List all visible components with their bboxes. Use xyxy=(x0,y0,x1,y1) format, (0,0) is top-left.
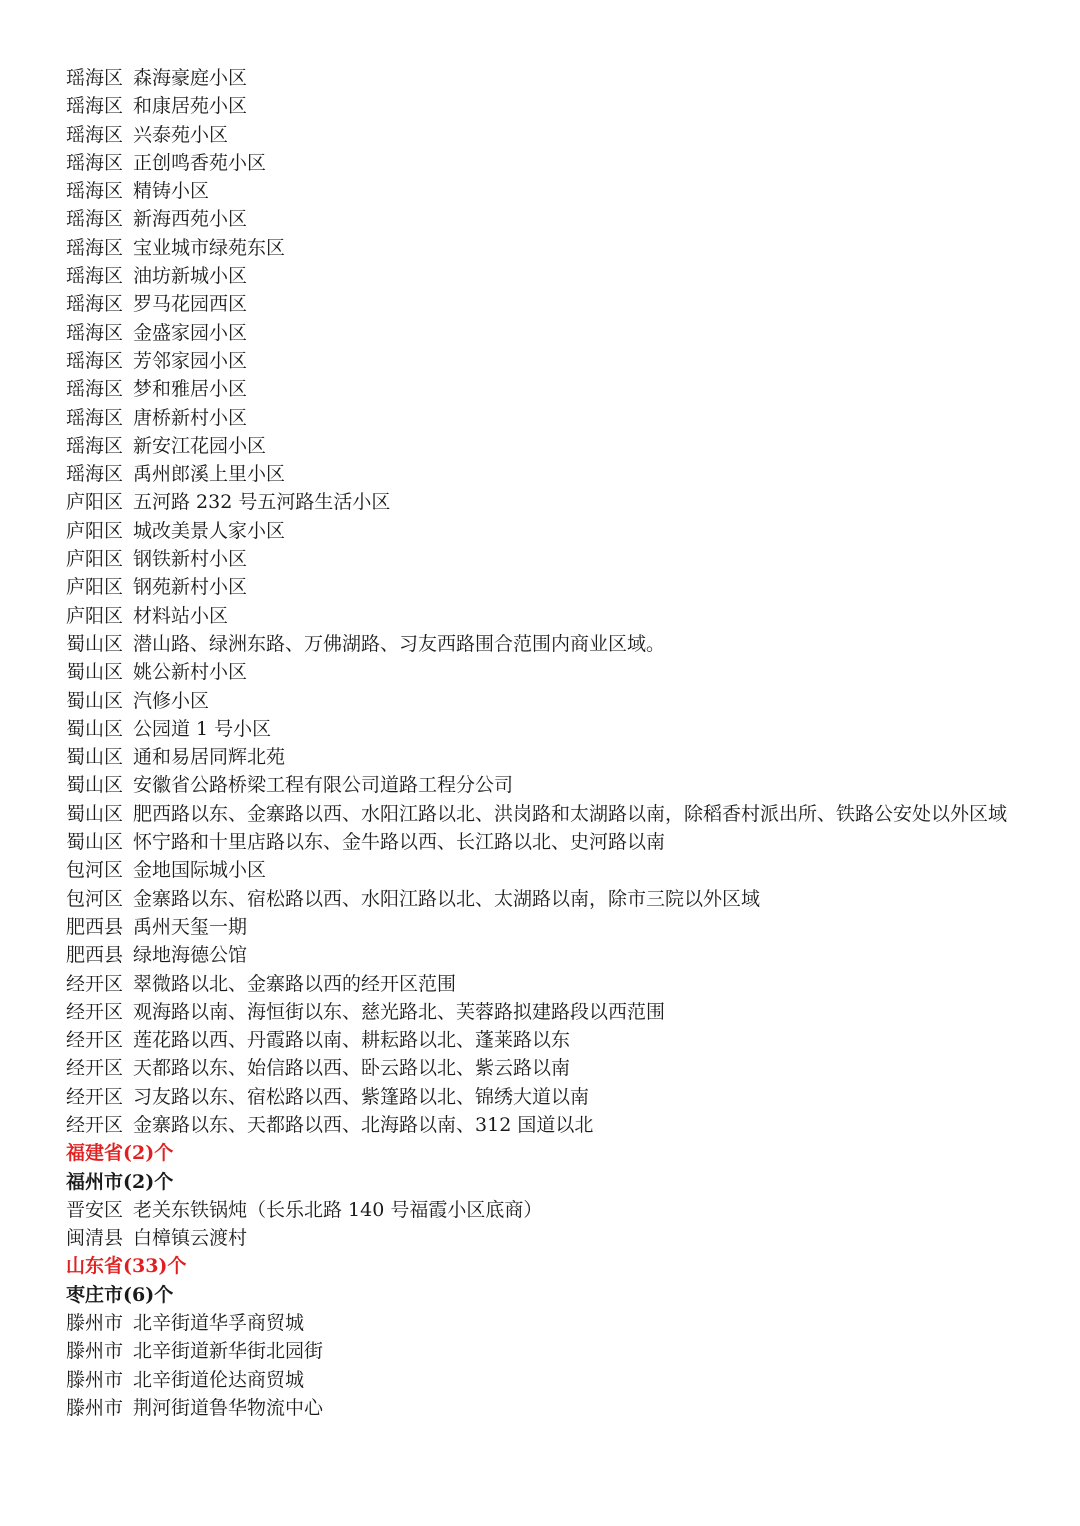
district-name: 肥西县 xyxy=(66,944,124,967)
place-name: 材料站小区 xyxy=(133,604,229,627)
list-item xyxy=(66,64,1026,92)
district-name: 瑶海区 xyxy=(66,236,124,259)
list-item xyxy=(66,1309,1026,1337)
district-name: 瑶海区 xyxy=(66,293,124,316)
list-item xyxy=(66,432,1026,460)
place-name: 森海豪庭小区 xyxy=(133,67,248,89)
district-name: 庐阳区 xyxy=(66,604,124,627)
district-name: 经开区 xyxy=(66,1113,124,1136)
district-name: 滕州市 xyxy=(66,1368,124,1391)
place-name: 兴泰苑小区 xyxy=(133,123,229,146)
district-name: 瑶海区 xyxy=(66,151,124,174)
list-item xyxy=(66,290,1026,318)
place-name: 油坊新城小区 xyxy=(133,265,248,288)
place-name: 金盛家园小区 xyxy=(133,321,248,344)
city-heading: 福州市(2)个 xyxy=(66,1170,174,1193)
district-name: 庐阳区 xyxy=(66,491,124,514)
list-item xyxy=(66,488,1026,516)
place-name: 北辛街道华孚商贸城 xyxy=(133,1312,305,1335)
district-name: 蜀山区 xyxy=(66,774,124,797)
place-name: 白樟镇云渡村 xyxy=(133,1227,248,1250)
list-item xyxy=(66,715,1026,743)
district-name: 瑶海区 xyxy=(66,406,124,429)
list-item xyxy=(66,941,1026,969)
district-name: 蜀山区 xyxy=(66,746,124,769)
district-name: 经开区 xyxy=(66,1029,124,1052)
district-name: 瑶海区 xyxy=(66,208,124,231)
list-item xyxy=(66,1111,1026,1139)
place-name: 莲花路以西、丹霞路以南、耕耘路以北、蓬莱路以东 xyxy=(133,1029,571,1052)
place-name: 公园道 1 号小区 xyxy=(133,717,272,740)
place-name: 金地国际城小区 xyxy=(133,859,267,882)
list-item xyxy=(66,234,1026,262)
place-name: 新海西苑小区 xyxy=(133,208,248,231)
list-item xyxy=(66,800,1026,828)
place-name: 汽修小区 xyxy=(133,689,210,712)
district-name: 蜀山区 xyxy=(66,831,124,854)
place-name: 肥西路以东、金寨路以西、水阳江路以北、洪岗路和太湖路以南，除稻香村派出所、铁路公安处以外区域 xyxy=(133,802,1008,825)
district-name: 瑶海区 xyxy=(66,349,124,372)
district-name: 瑶海区 xyxy=(66,434,124,457)
district-name: 经开区 xyxy=(66,1057,124,1080)
place-name: 精铸小区 xyxy=(133,180,210,203)
list-item xyxy=(66,630,1026,658)
place-name: 安徽省公路桥梁工程有限公司道路工程分公司 xyxy=(133,774,514,797)
list-item xyxy=(66,517,1026,545)
district-name: 瑶海区 xyxy=(66,378,124,401)
place-name: 新安江花园小区 xyxy=(133,434,267,457)
district-name: 蜀山区 xyxy=(66,661,124,684)
place-name: 通和易居同辉北苑 xyxy=(133,746,286,769)
district-name: 蜀山区 xyxy=(66,689,124,712)
list-item xyxy=(66,687,1026,715)
place-name: 钢苑新村小区 xyxy=(133,576,248,599)
list-item xyxy=(66,828,1026,856)
city-heading: 枣庄市(6)个 xyxy=(66,1283,174,1306)
place-name: 观海路以南、海恒街以东、慈光路北、芙蓉路拟建路段以西范围 xyxy=(133,1000,666,1023)
list-item xyxy=(66,262,1026,290)
district-name: 经开区 xyxy=(66,1085,124,1108)
list-item xyxy=(66,602,1026,630)
list-item xyxy=(66,658,1026,686)
district-name: 肥西县 xyxy=(66,915,124,938)
district-name: 包河区 xyxy=(66,859,124,882)
list-item xyxy=(66,1224,1026,1252)
district-name: 蜀山区 xyxy=(66,632,124,655)
place-name: 姚公新村小区 xyxy=(133,661,248,684)
district-name: 闽清县 xyxy=(66,1227,124,1250)
district-name: 庐阳区 xyxy=(66,548,124,571)
list-item xyxy=(66,1083,1026,1111)
place-name: 禹州郎溪上里小区 xyxy=(133,463,286,486)
place-name: 唐桥新村小区 xyxy=(133,406,248,429)
province-heading: 福建省(2)个 xyxy=(66,1142,174,1165)
list-item xyxy=(66,573,1026,601)
district-name: 庐阳区 xyxy=(66,519,124,542)
list-item xyxy=(66,404,1026,432)
list-item xyxy=(66,92,1026,120)
place-name: 罗马花园西区 xyxy=(133,293,248,316)
district-name: 滕州市 xyxy=(66,1396,124,1419)
place-name: 金寨路以东、天都路以西、北海路以南、312 国道以北 xyxy=(133,1113,594,1136)
place-name: 梦和雅居小区 xyxy=(133,378,248,401)
place-name: 五河路 232 号五河路生活小区 xyxy=(133,491,391,514)
list-item xyxy=(66,771,1026,799)
list-item xyxy=(66,998,1026,1026)
list-item xyxy=(66,970,1026,998)
list-item xyxy=(66,885,1026,913)
list-item xyxy=(66,1394,1026,1422)
list-item xyxy=(66,319,1026,347)
list-item xyxy=(66,1026,1026,1054)
document-body xyxy=(66,64,1026,1422)
list-item xyxy=(66,375,1026,403)
district-name: 晋安区 xyxy=(66,1198,124,1221)
district-name: 瑶海区 xyxy=(66,67,124,89)
list-item xyxy=(66,460,1026,488)
district-name: 庐阳区 xyxy=(66,576,124,599)
district-name: 包河区 xyxy=(66,887,124,910)
list-item xyxy=(66,1337,1026,1365)
list-item xyxy=(66,545,1026,573)
district-name: 蜀山区 xyxy=(66,717,124,740)
district-name: 瑶海区 xyxy=(66,180,124,203)
list-item xyxy=(66,149,1026,177)
list-item xyxy=(66,743,1026,771)
list-item xyxy=(66,1196,1026,1224)
district-name: 瑶海区 xyxy=(66,265,124,288)
place-name: 翠微路以北、金寨路以西的经开区范围 xyxy=(133,972,457,995)
district-name: 瑶海区 xyxy=(66,463,124,486)
list-item xyxy=(66,205,1026,233)
place-name: 宝业城市绿苑东区 xyxy=(133,236,286,259)
place-name: 北辛街道新华街北园街 xyxy=(133,1340,324,1363)
district-name: 瑶海区 xyxy=(66,123,124,146)
place-name: 城改美景人家小区 xyxy=(133,519,286,542)
district-name: 滕州市 xyxy=(66,1312,124,1335)
district-name: 瑶海区 xyxy=(66,95,124,118)
place-name: 和康居苑小区 xyxy=(133,95,248,118)
place-name: 禹州天玺一期 xyxy=(133,915,248,938)
province-heading: 山东省(33)个 xyxy=(66,1255,187,1278)
list-item xyxy=(66,177,1026,205)
place-name: 潜山路、绿洲东路、万佛湖路、习友西路围合范围内商业区域。 xyxy=(133,632,666,655)
place-name: 钢铁新村小区 xyxy=(133,548,248,571)
place-name: 荆河街道鲁华物流中心 xyxy=(133,1396,324,1419)
place-name: 老关东铁锅炖（长乐北路 140 号福霞小区底商） xyxy=(133,1198,543,1221)
district-name: 瑶海区 xyxy=(66,321,124,344)
district-name: 经开区 xyxy=(66,972,124,995)
place-name: 正创鸣香苑小区 xyxy=(133,151,267,174)
list-item xyxy=(66,1366,1026,1394)
place-name: 芳邻家园小区 xyxy=(133,349,248,372)
place-name: 怀宁路和十里店路以东、金牛路以西、长江路以北、史河路以南 xyxy=(133,831,666,854)
list-item xyxy=(66,913,1026,941)
list-item xyxy=(66,1054,1026,1082)
place-name: 北辛街道伦达商贸城 xyxy=(133,1368,305,1391)
district-name: 滕州市 xyxy=(66,1340,124,1363)
place-name: 天都路以东、始信路以西、卧云路以北、紫云路以南 xyxy=(133,1057,571,1080)
list-item xyxy=(66,347,1026,375)
list-item xyxy=(66,121,1026,149)
place-name: 习友路以东、宿松路以西、紫篷路以北、锦绣大道以南 xyxy=(133,1085,590,1108)
place-name: 金寨路以东、宿松路以西、水阳江路以北、太湖路以南，除市三院以外区域 xyxy=(133,887,761,910)
district-name: 经开区 xyxy=(66,1000,124,1023)
district-name: 蜀山区 xyxy=(66,802,124,825)
list-item xyxy=(66,856,1026,884)
place-name: 绿地海德公馆 xyxy=(133,944,248,967)
